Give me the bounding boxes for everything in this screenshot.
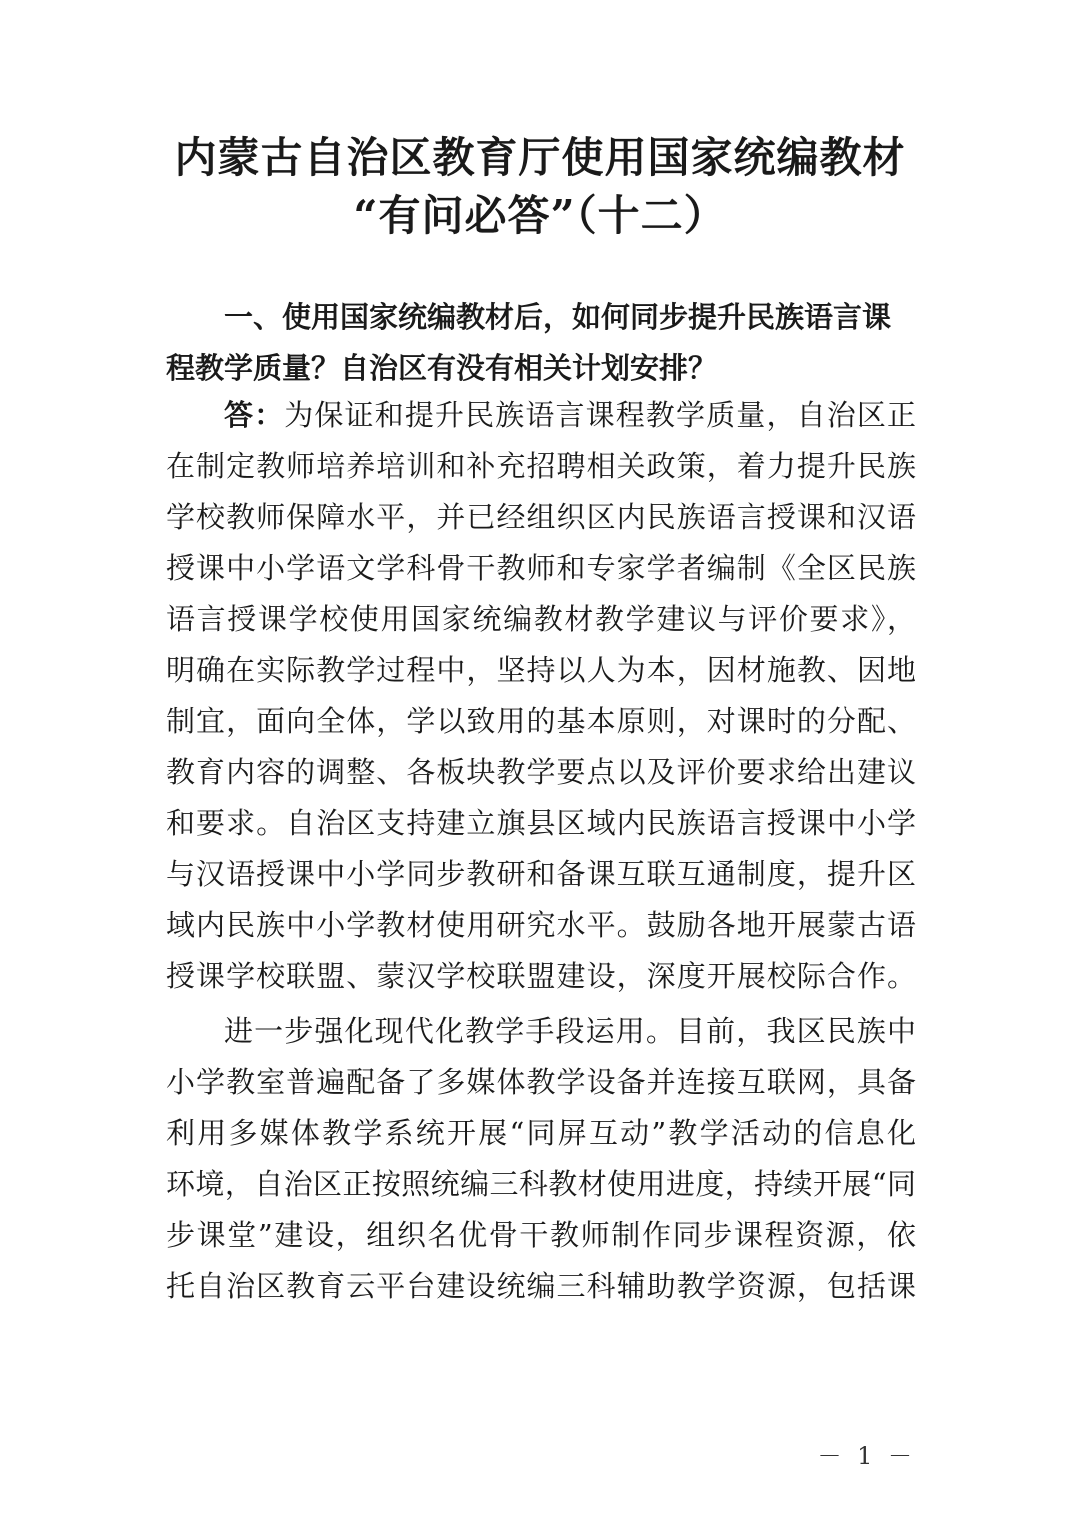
paragraph-line: 利用多媒体教学系统开展“同屏互动”教学活动的信息化 <box>166 1116 916 1150</box>
paragraph-line: 步课堂”建设，组织名优骨干教师制作同步课程资源，依 <box>166 1218 916 1252</box>
answer-line: 在制定教师培养培训和补充招聘相关政策，着力提升民族 <box>166 449 916 483</box>
paragraph-line: 小学教室普遍配备了多媒体教学设备并连接互联网，具备 <box>166 1065 916 1099</box>
answer-line: 语言授课学校使用国家统编教材教学建议与评价要求》， <box>166 602 916 636</box>
answer-label: 答： <box>224 398 285 432</box>
body-paragraph <box>166 1006 916 1312</box>
answer-line: 制宜，面向全体，学以致用的基本原则，对课时的分配、 <box>166 704 916 738</box>
answer-line: 和要求。自治区支持建立旗县区域内民族语言授课中小学 <box>166 806 916 840</box>
question-line: 一、使用国家统编教材后，如何同步提升民族语言课 <box>224 300 892 334</box>
answer-line: 授课学校联盟、蒙汉学校联盟建设，深度开展校际合作。 <box>166 959 916 993</box>
page-number: － 1 － <box>817 1442 916 1470</box>
document-title-line-2: “有问必答”（十二） <box>353 191 727 240</box>
answer-line: 学校教师保障水平，并已经组织区内民族语言授课和汉语 <box>166 500 916 534</box>
answer-line <box>166 390 916 441</box>
question-line: 程教学质量？自治区有没有相关计划安排？ <box>166 351 718 385</box>
answer-paragraph <box>166 390 916 1002</box>
answer-line: 域内民族中小学教材使用研究水平。鼓励各地开展蒙古语 <box>166 908 916 942</box>
paragraph-line: 环境，自治区正按照统编三科教材使用进度，持续开展“同 <box>166 1167 916 1201</box>
answer-line-text: 为保证和提升民族语言课程教学质量，自治区正 <box>284 398 916 432</box>
answer-line: 明确在实际教学过程中，坚持以人为本，因材施教、因地 <box>166 653 916 687</box>
answer-line: 教育内容的调整、各板块教学要点以及评价要求给出建议 <box>166 755 916 789</box>
question-heading <box>166 292 916 394</box>
paragraph-line: 托自治区教育云平台建设统编三科辅助教学资源，包括课 <box>166 1269 916 1303</box>
answer-line: 授课中小学语文学科骨干教师和专家学者编制《全区民族 <box>166 551 916 585</box>
answer-line: 与汉语授课中小学同步教研和备课互联互通制度，提升区 <box>166 857 916 891</box>
paragraph-line: 进一步强化现代化教学手段运用。目前，我区民族中 <box>224 1014 916 1048</box>
document-title-line-1: 内蒙古自治区教育厅使用国家统编教材 <box>174 133 906 182</box>
